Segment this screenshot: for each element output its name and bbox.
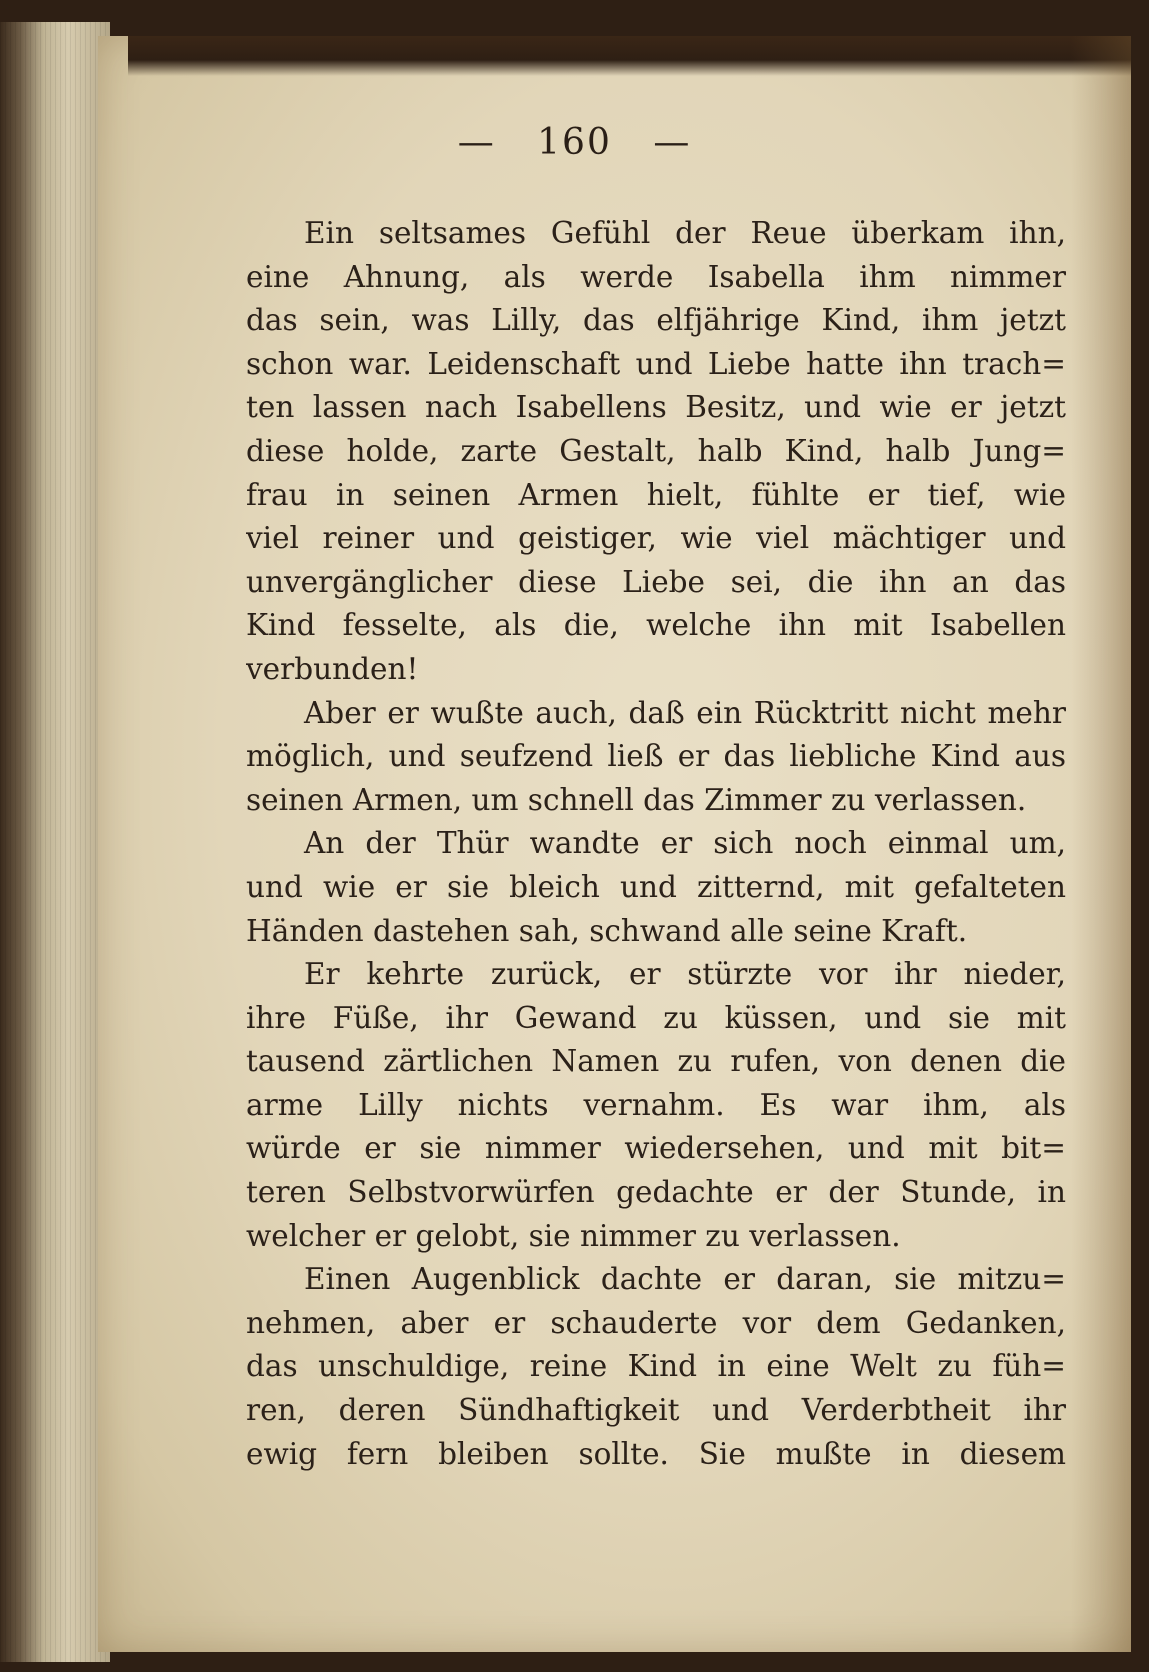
body-text [246,212,1066,1476]
text-line: verbunden! [246,651,419,686]
text-line: An der Thür wandte er sich noch einmal um, [304,826,1066,861]
text-line: und wie er sie bleich und zitternd, mit gefalteten [246,869,1066,904]
text-line: schon war. Leidenschaft und Liebe hatte ihn trach= [246,346,1066,381]
text-line: Händen dastehen sah, schwand alle seine Kraft. [246,913,968,948]
header-dash-left: — [457,122,496,163]
text-line: ren, deren Sündhaftigkeit und Verderbtheit ihr [246,1393,1066,1428]
text-line: seinen Armen, um schnell das Zimmer zu verlassen. [246,782,1027,817]
page-number: 160 [537,122,612,163]
text-line: eine Ahnung, als werde Isabella ihm nimmer [246,259,1066,294]
text-line: ten lassen nach Isabellens Besitz, und wie er jetzt [246,390,1066,425]
text-line: welcher er gelobt, sie nimmer zu verlassen. [246,1218,901,1253]
text-line: diese holde, zarte Gestalt, halb Kind, halb Jung= [246,433,1066,468]
text-line: das sein, was Lilly, das elfjährige Kind, ihm jetzt [246,303,1066,338]
page-edge-shadow [1071,36,1131,1652]
header-dash-right: — [653,122,692,163]
text-line: ewig fern bleiben sollte. Sie mußte in diesem [246,1436,1066,1471]
text-line: ihre Füße, ihr Gewand zu küssen, und sie mit [246,1000,1066,1035]
text-line: viel reiner und geistiger, wie viel mächtiger und [246,521,1066,556]
binding-shadow [128,36,1131,76]
text-line: frau in seinen Armen hielt, fühlte er tief, wie [246,477,1066,512]
text-line: Kind fesselte, als die, welche ihn mit Isabellen [246,608,1066,643]
text-line: unvergänglicher diese Liebe sei, die ihn an das [246,564,1066,599]
text-line: Ein seltsames Gefühl der Reue überkam ihn, [304,216,1066,250]
page-header [0,122,1149,163]
text-line: Aber er wußte auch, daß ein Rücktritt nicht mehr [304,695,1066,730]
text-line: teren Selbstvorwürfen gedachte er der Stunde, in [246,1175,1066,1210]
text-line: arme Lilly nichts vernahm. Es war ihm, als [246,1087,1066,1122]
text-line: Einen Augenblick dachte er daran, sie mitzu= [304,1262,1066,1297]
page-stack-edge [0,22,110,1662]
text-line: das unschuldige, reine Kind in eine Welt zu füh= [246,1349,1066,1384]
text-line: würde er sie nimmer wiedersehen, und mit bit= [246,1131,1066,1166]
text-line: Er kehrte zurück, er stürzte vor ihr nieder, [304,957,1066,992]
text-line: tausend zärtlichen Namen zu rufen, von denen die [246,1044,1066,1079]
text-line: nehmen, aber er schauderte vor dem Gedanken, [246,1305,1066,1340]
text-line: möglich, und seufzend ließ er das liebliche Kind aus [246,739,1066,774]
